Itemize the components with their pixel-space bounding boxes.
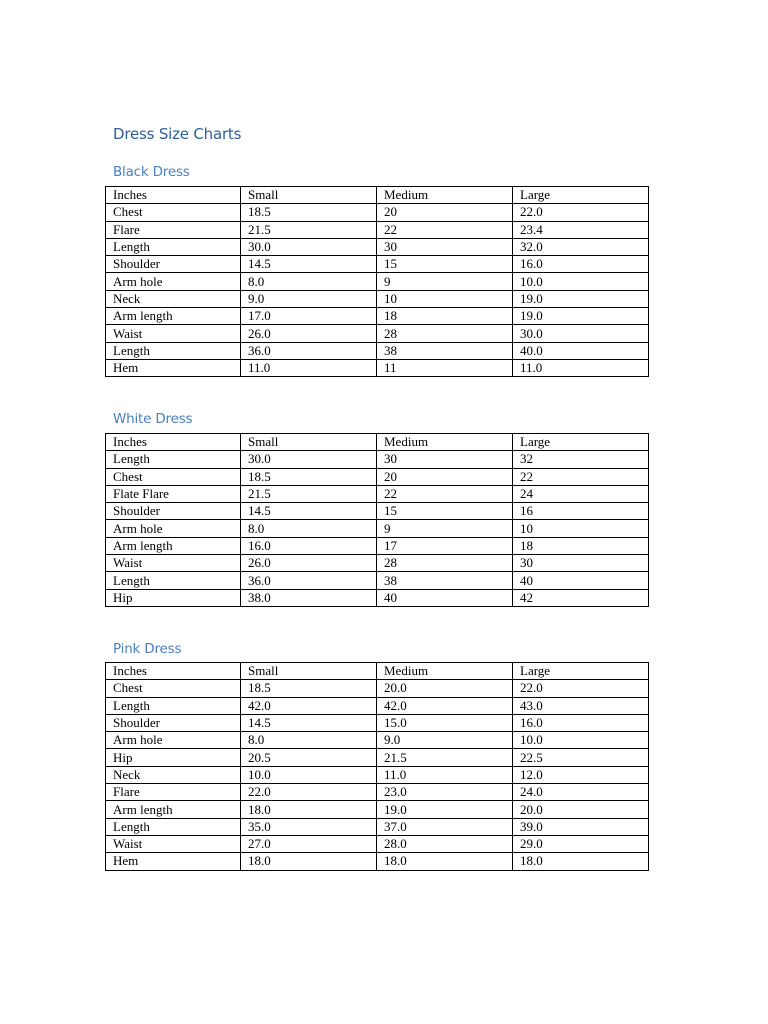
size-value: 28: [377, 325, 513, 342]
measurement-label: Hip: [106, 749, 241, 766]
size-value: 23.0: [377, 784, 513, 801]
table-row: [106, 572, 649, 589]
measurement-label: Chest: [106, 680, 241, 697]
measurement-label: Flare: [106, 221, 241, 238]
table-row: [106, 680, 649, 697]
size-value: 30.0: [241, 238, 377, 255]
size-value: 18.0: [377, 853, 513, 870]
size-value: 16.0: [513, 256, 649, 273]
table-row: [106, 451, 649, 468]
size-value: 21.5: [241, 485, 377, 502]
measurement-label: Shoulder: [106, 503, 241, 520]
size-value: 38.0: [241, 589, 377, 606]
size-value: 16.0: [513, 714, 649, 731]
measurement-label: Chest: [106, 468, 241, 485]
table-row: [106, 273, 649, 290]
size-value: 42.0: [377, 697, 513, 714]
measurement-label: Arm length: [106, 801, 241, 818]
table-row: [106, 204, 649, 221]
column-header: Medium: [377, 663, 513, 680]
size-value: 40: [513, 572, 649, 589]
size-value: 32: [513, 451, 649, 468]
size-value: 22: [377, 485, 513, 502]
table-row: [106, 749, 649, 766]
table-row: [106, 290, 649, 307]
size-value: 28.0: [377, 835, 513, 852]
measurement-label: Arm hole: [106, 520, 241, 537]
size-value: 11.0: [513, 359, 649, 376]
size-value: 38: [377, 572, 513, 589]
size-value: 39.0: [513, 818, 649, 835]
table-header-row: [106, 434, 649, 451]
measurement-label: Length: [106, 238, 241, 255]
size-value: 22.0: [513, 680, 649, 697]
column-header: Small: [241, 434, 377, 451]
size-value: 27.0: [241, 835, 377, 852]
size-value: 10.0: [513, 273, 649, 290]
size-value: 19.0: [513, 308, 649, 325]
table-row: [106, 537, 649, 554]
size-value: 37.0: [377, 818, 513, 835]
size-value: 17: [377, 537, 513, 554]
measurement-label: Length: [106, 451, 241, 468]
measurement-label: Chest: [106, 204, 241, 221]
size-value: 22.5: [513, 749, 649, 766]
measurement-label: Arm hole: [106, 273, 241, 290]
table-row: [106, 766, 649, 783]
size-value: 9.0: [377, 732, 513, 749]
size-value: 18: [513, 537, 649, 554]
size-value: 40.0: [513, 342, 649, 359]
table-row: [106, 784, 649, 801]
size-value: 30: [377, 238, 513, 255]
black-dress-size-table: [105, 186, 649, 377]
white-dress-size-table: [105, 433, 649, 607]
size-value: 18.0: [241, 801, 377, 818]
size-value: 18.0: [513, 853, 649, 870]
size-value: 24: [513, 485, 649, 502]
size-value: 16: [513, 503, 649, 520]
size-value: 18: [377, 308, 513, 325]
size-value: 8.0: [241, 520, 377, 537]
document-title: Dress Size Charts: [113, 125, 242, 143]
size-value: 9.0: [241, 290, 377, 307]
size-value: 35.0: [241, 818, 377, 835]
column-header: Medium: [377, 434, 513, 451]
size-value: 22.0: [513, 204, 649, 221]
table-row: [106, 325, 649, 342]
table-row: [106, 555, 649, 572]
table-row: [106, 485, 649, 502]
size-value: 17.0: [241, 308, 377, 325]
size-value: 14.5: [241, 714, 377, 731]
size-value: 8.0: [241, 273, 377, 290]
size-value: 20.0: [513, 801, 649, 818]
table-row: [106, 801, 649, 818]
table-header-row: [106, 663, 649, 680]
table-row: [106, 221, 649, 238]
size-value: 18.5: [241, 204, 377, 221]
size-value: 8.0: [241, 732, 377, 749]
measurement-label: Length: [106, 697, 241, 714]
size-value: 29.0: [513, 835, 649, 852]
size-value: 11.0: [241, 359, 377, 376]
size-value: 26.0: [241, 325, 377, 342]
table-row: [106, 697, 649, 714]
size-value: 19.0: [377, 801, 513, 818]
column-header: Large: [513, 434, 649, 451]
table-header-row: [106, 187, 649, 204]
table-row: [106, 238, 649, 255]
size-value: 38: [377, 342, 513, 359]
size-value: 11: [377, 359, 513, 376]
size-value: 18.0: [241, 853, 377, 870]
size-value: 22.0: [241, 784, 377, 801]
table-row: [106, 359, 649, 376]
size-value: 42: [513, 589, 649, 606]
size-value: 19.0: [513, 290, 649, 307]
size-value: 10: [513, 520, 649, 537]
size-value: 15: [377, 503, 513, 520]
table-row: [106, 714, 649, 731]
size-value: 9: [377, 520, 513, 537]
measurement-label: Length: [106, 342, 241, 359]
table-row: [106, 342, 649, 359]
measurement-label: Hip: [106, 589, 241, 606]
measurement-label: Shoulder: [106, 714, 241, 731]
measurement-label: Waist: [106, 555, 241, 572]
white-dress-heading: White Dress: [113, 411, 193, 427]
measurement-label: Waist: [106, 325, 241, 342]
measurement-label: Hem: [106, 853, 241, 870]
table-row: [106, 853, 649, 870]
table-row: [106, 503, 649, 520]
table-row: [106, 256, 649, 273]
black-dress-heading: Black Dress: [113, 164, 190, 180]
measurement-label: Arm length: [106, 308, 241, 325]
table-row: [106, 835, 649, 852]
table-row: [106, 589, 649, 606]
size-value: 43.0: [513, 697, 649, 714]
measurement-label: Waist: [106, 835, 241, 852]
size-value: 14.5: [241, 503, 377, 520]
size-value: 30: [377, 451, 513, 468]
size-value: 10: [377, 290, 513, 307]
size-value: 21.5: [241, 221, 377, 238]
measurement-label: Length: [106, 572, 241, 589]
size-value: 30.0: [513, 325, 649, 342]
column-header: Inches: [106, 663, 241, 680]
column-header: Inches: [106, 187, 241, 204]
size-value: 24.0: [513, 784, 649, 801]
size-value: 42.0: [241, 697, 377, 714]
column-header: Small: [241, 663, 377, 680]
size-value: 26.0: [241, 555, 377, 572]
size-value: 32.0: [513, 238, 649, 255]
table-row: [106, 308, 649, 325]
column-header: Inches: [106, 434, 241, 451]
column-header: Large: [513, 187, 649, 204]
size-value: 16.0: [241, 537, 377, 554]
measurement-label: Neck: [106, 290, 241, 307]
measurement-label: Shoulder: [106, 256, 241, 273]
size-value: 22: [377, 221, 513, 238]
measurement-label: Length: [106, 818, 241, 835]
measurement-label: Arm length: [106, 537, 241, 554]
table-row: [106, 818, 649, 835]
size-value: 10.0: [513, 732, 649, 749]
size-value: 20.5: [241, 749, 377, 766]
column-header: Small: [241, 187, 377, 204]
size-value: 30.0: [241, 451, 377, 468]
size-value: 11.0: [377, 766, 513, 783]
measurement-label: Arm hole: [106, 732, 241, 749]
size-value: 40: [377, 589, 513, 606]
size-value: 14.5: [241, 256, 377, 273]
size-value: 21.5: [377, 749, 513, 766]
size-value: 20: [377, 468, 513, 485]
size-value: 10.0: [241, 766, 377, 783]
size-value: 18.5: [241, 680, 377, 697]
pink-dress-heading: Pink Dress: [113, 641, 182, 657]
column-header: Medium: [377, 187, 513, 204]
size-value: 20.0: [377, 680, 513, 697]
measurement-label: Flate Flare: [106, 485, 241, 502]
size-value: 36.0: [241, 342, 377, 359]
column-header: Large: [513, 663, 649, 680]
size-value: 9: [377, 273, 513, 290]
measurement-label: Hem: [106, 359, 241, 376]
pink-dress-size-table: [105, 662, 649, 871]
size-value: 22: [513, 468, 649, 485]
measurement-label: Flare: [106, 784, 241, 801]
size-value: 18.5: [241, 468, 377, 485]
size-value: 28: [377, 555, 513, 572]
table-row: [106, 520, 649, 537]
size-value: 20: [377, 204, 513, 221]
size-value: 15: [377, 256, 513, 273]
size-value: 36.0: [241, 572, 377, 589]
table-row: [106, 468, 649, 485]
size-value: 15.0: [377, 714, 513, 731]
size-value: 30: [513, 555, 649, 572]
size-value: 12.0: [513, 766, 649, 783]
size-value: 23.4: [513, 221, 649, 238]
table-row: [106, 732, 649, 749]
measurement-label: Neck: [106, 766, 241, 783]
